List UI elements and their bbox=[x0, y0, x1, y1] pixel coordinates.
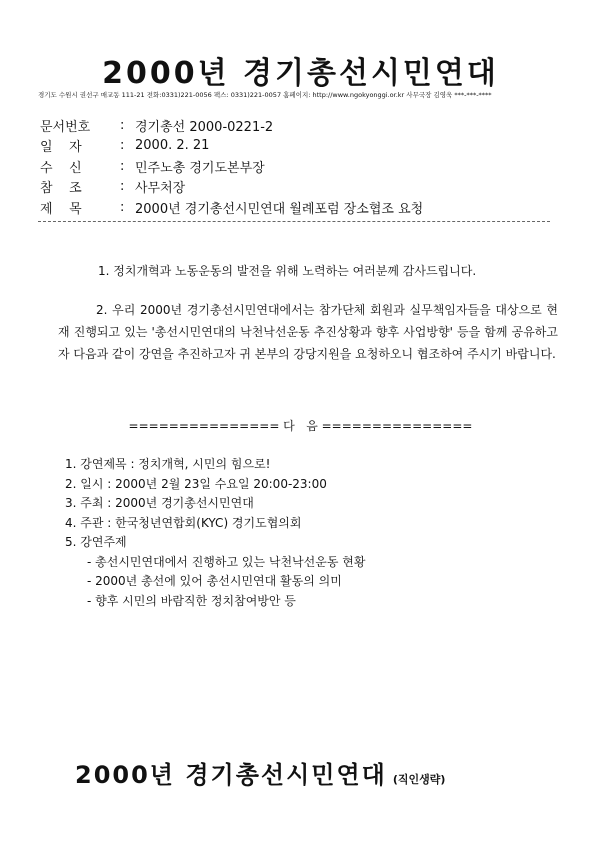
header-label: 문서번호 bbox=[40, 119, 91, 135]
paragraph-2: 2. 우리 2000년 경기총선시민연대에서는 참가단체 회원과 실무책임자들을 대상으로 현재 진행되고 있는 '총선시민연대의 낙천낙선운동 추진상황과 향후 사업방향' 등을 함께 공유하고자 다음과 같이 강연을 추진하고자 귀 본부의 강당지원을 요청하오니 협조하여 주시기 바랍니다. bbox=[58, 303, 558, 361]
header-row-subject bbox=[40, 197, 560, 218]
section-divider-daum: =============== 다 음 =============== bbox=[128, 419, 473, 433]
list-item: 1. 강연제목 : 정치개혁, 시민의 힘으로! bbox=[65, 457, 271, 471]
document-header-fields bbox=[40, 115, 560, 218]
footer-org-name: 2000년 경기총선시민연대 bbox=[75, 761, 387, 789]
header-label: 수 신 bbox=[40, 160, 82, 176]
header-separator: : bbox=[120, 158, 125, 174]
header-separator: : bbox=[120, 199, 125, 215]
header-row-doc-number bbox=[40, 115, 560, 136]
header-value: 2000년 경기총선시민연대 월례포럼 장소협조 요청 bbox=[135, 201, 424, 217]
header-row-recipient bbox=[40, 156, 560, 177]
contact-info: 경기도 수원시 권선구 매교동 111-21 전화:0331)221-0056 팩스: 0331)221-0057 홈페이지: http://www.ngokyonggi.or.kr 사무국장 김영욱 ***-***-**** bbox=[38, 91, 492, 99]
header-label: 제 목 bbox=[40, 201, 82, 217]
list-item: 2. 일시 : 2000년 2월 23일 수요일 20:00-23:00 bbox=[65, 476, 327, 491]
header-value: 경기총선 2000-0221-2 bbox=[135, 119, 274, 135]
header-row-date bbox=[40, 136, 560, 157]
seal-note: (직인생략) bbox=[392, 773, 446, 786]
header-label: 참 조 bbox=[40, 181, 82, 197]
document-title: 2000년 경기총선시민연대 bbox=[102, 56, 499, 91]
list-item: 3. 주최 : 2000년 경기총선시민연대 bbox=[65, 496, 254, 510]
sub-list-item: - 향후 시민의 바람직한 정치참여방안 등 bbox=[87, 593, 296, 608]
header-label: 일 자 bbox=[40, 140, 82, 156]
header-separator: : bbox=[120, 179, 125, 195]
list-item: 5. 강연주제 bbox=[65, 535, 127, 549]
details-list bbox=[65, 455, 535, 611]
divider bbox=[38, 221, 550, 222]
paragraph-1: 1. 정치개혁과 노동운동의 발전을 위해 노력하는 여러분께 감사드립니다. bbox=[98, 264, 477, 278]
header-value: 민주노총 경기도본부장 bbox=[135, 160, 265, 176]
header-row-reference bbox=[40, 177, 560, 198]
sub-list-item: - 총선시민연대에서 진행하고 있는 낙천낙선운동 현황 bbox=[87, 554, 366, 569]
list-item: 4. 주관 : 한국청년연합회(KYC) 경기도협의회 bbox=[65, 515, 302, 530]
sub-list-item: - 2000년 총선에 있어 총선시민연대 활동의 의미 bbox=[87, 574, 342, 588]
footer-signature bbox=[75, 755, 555, 790]
header-value: 사무처장 bbox=[135, 181, 186, 197]
header-separator: : bbox=[120, 117, 125, 133]
header-value: 2000. 2. 21 bbox=[135, 138, 210, 154]
header-separator: : bbox=[120, 138, 125, 154]
